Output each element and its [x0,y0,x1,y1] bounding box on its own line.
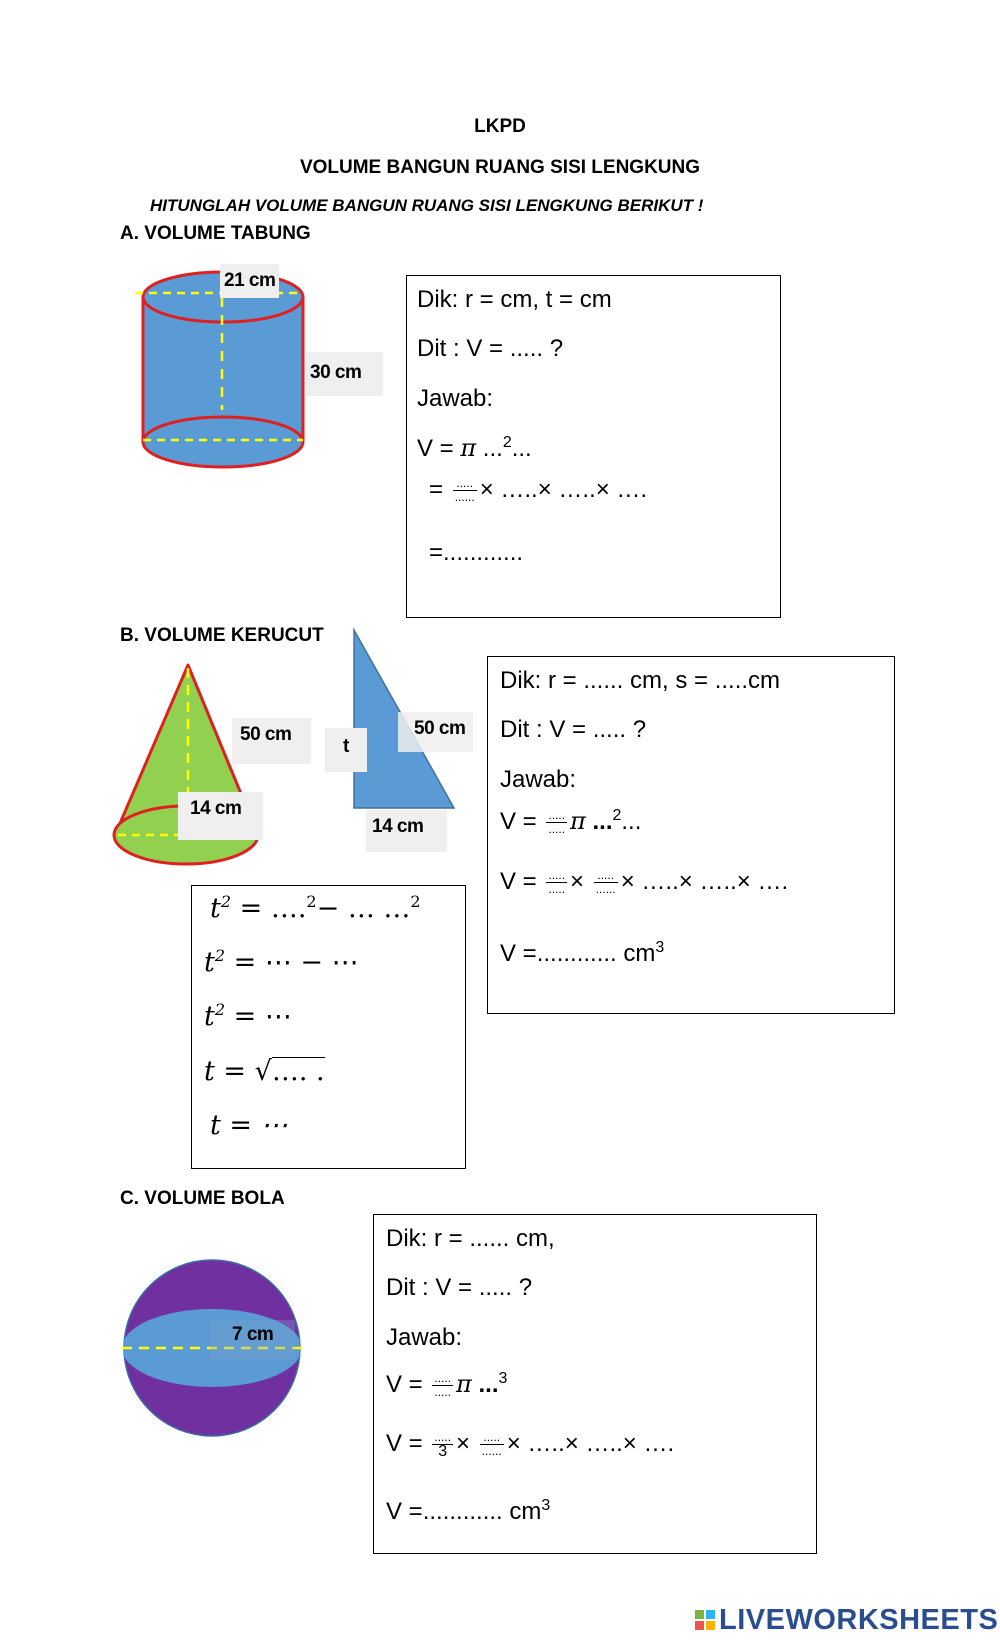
liveworksheets-logo-icon [695,1608,717,1632]
answer-label: Jawab: [417,385,494,412]
fraction-numerator: ..... [480,1431,504,1445]
liveworksheets-watermark [695,1604,998,1637]
fraction-denominator: ..... [434,1385,452,1400]
times-sign: × [456,1430,477,1457]
step-fraction [453,477,477,504]
pyth-term: − … … [316,893,411,924]
triangle-slant-label: 50 cm [398,712,473,752]
worksheet-subtitle: VOLUME BANGUN RUANG SISI LENGKUNG [299,157,701,178]
pyth-term: = ⋯ − ⋯ [225,947,359,978]
result-unit-exponent: 3 [541,1497,551,1514]
cone-slant-label: 50 cm [232,718,311,764]
asked-line: Dit : V = ..... ? [417,335,564,362]
answer-box-c [373,1214,817,1554]
step-fraction-2 [594,869,618,896]
formula-fraction [546,809,567,836]
formula-radius: ... [585,808,613,835]
step-line [429,476,647,504]
fraction-numerator: ..... [434,1430,452,1445]
formula-prefix: V = [500,808,544,835]
step-multiplication: × …..× …..× …. [506,1430,675,1457]
pi-symbol: π [460,434,477,462]
pyth-term: = ⋯ [225,1001,292,1032]
watermark-text: LIVEWORKSHEETS [719,1604,999,1636]
pyth-exponent: 2 [410,892,421,911]
formula-height: ... [511,435,532,462]
formula-line [500,807,641,836]
formula-fraction [432,1372,453,1399]
pyth-line-1 [210,892,421,924]
fraction-denominator: 3 [438,1443,448,1461]
times-sign: × [570,868,591,895]
pyth-variable: t [204,1001,215,1032]
triangle-base-label: 14 cm [366,810,447,852]
asked-line: Dit : V = ..... ? [500,716,647,743]
cylinder-height-label: 30 cm [306,352,383,396]
pi-symbol: π [570,807,586,835]
formula-height: ... [621,808,642,835]
pyth-term: = …. [231,893,307,924]
pyth-variable: t [210,893,221,924]
sqrt-symbol: √ [254,1056,272,1087]
sphere-radius-label: 7 cm [210,1320,295,1360]
section-b-heading: B. VOLUME KERUCUT [120,625,324,646]
pyth-line-3 [204,1000,292,1032]
step-multiplication: × …..× …..× …. [479,476,648,503]
formula-line [417,434,532,463]
step-prefix: V = [386,1430,430,1457]
triangle-height-label: t [325,728,367,772]
fraction-denominator: ..... [548,882,566,897]
fraction-numerator: ..... [548,808,566,823]
step-fraction-1 [546,869,567,896]
sqrt-radicand: …. . [271,1056,325,1087]
step-line [500,868,788,896]
step-fraction-2 [480,1431,504,1458]
given-line: Dik: r = ...... cm, [386,1225,555,1252]
given-line: Dik: r = cm, t = cm [417,286,612,313]
given-line: Dik: r = ...... cm, s = .....cm [500,667,781,694]
fraction-denominator: ...... [595,882,616,897]
formula-exponent: 2 [502,434,512,451]
result-line [500,939,664,968]
pythagoras-box [191,885,466,1169]
pi-symbol: π [456,1370,472,1398]
result-line: =............ [429,539,524,566]
worksheet-title: LKPD [474,116,526,137]
step-equals: = [429,476,450,503]
pyth-exponent: 2 [220,892,232,911]
pyth-line-4 [204,1056,325,1087]
fraction-denominator: ...... [454,490,475,505]
pyth-exponent: 2 [306,892,317,911]
pyth-line-5: t = ⋯ [210,1110,288,1141]
section-c-heading: C. VOLUME BOLA [120,1188,285,1209]
answer-box-b [487,656,895,1014]
answer-label: Jawab: [500,766,577,793]
section-a-heading: A. VOLUME TABUNG [120,223,311,244]
fraction-numerator: ..... [594,869,618,883]
result-text: V =............ cm [386,1498,542,1525]
formula-radius: ... [471,1371,499,1398]
result-unit-exponent: 3 [655,939,665,956]
answer-label: Jawab: [386,1324,463,1351]
formula-line [386,1370,507,1399]
fraction-numerator: ..... [548,868,566,883]
asked-line: Dit : V = ..... ? [386,1274,533,1301]
step-line [386,1430,675,1461]
result-line [386,1497,550,1526]
pyth-line-2 [204,946,359,978]
formula-exponent: 2 [612,807,622,824]
formula-exponent: 3 [498,1370,508,1387]
step-fraction-1 [432,1430,453,1461]
formula-prefix: V = [386,1371,430,1398]
fraction-denominator: ..... [548,822,566,837]
answer-box-a [406,275,781,618]
formula-radius: ... [476,435,503,462]
fraction-denominator: ...... [481,1444,502,1459]
instruction-text: HITUNGLAH VOLUME BANGUN RUANG SISI LENGKUNG BERIKUT ! [150,196,704,215]
step-prefix: V = [500,868,544,895]
fraction-numerator: ..... [453,477,477,491]
pyth-exponent: 2 [214,946,226,965]
formula-prefix: V = [417,435,461,462]
step-multiplication: × …..× …..× …. [620,868,789,895]
cylinder-radius-label: 21 cm [220,264,279,298]
fraction-numerator: ..... [434,1371,452,1386]
cone-base-label: 14 cm [178,792,263,840]
result-text: V =............ cm [500,940,656,967]
pyth-variable: t = [204,1056,255,1087]
pyth-variable: t [204,947,215,978]
pyth-exponent: 2 [214,1000,226,1019]
